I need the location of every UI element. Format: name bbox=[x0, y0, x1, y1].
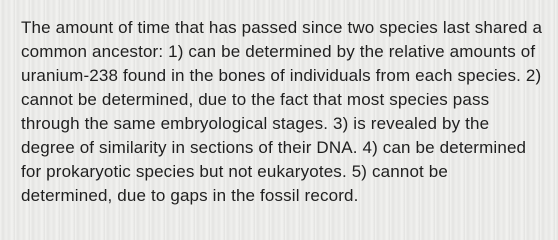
question-text: The amount of time that has passed since two species last shared a common ancestor: 1) can be determined by the relative amounts of uranium-238 found in the bones of individuals from each species. 2) cannot be determined, due to the fact that most species pass through the same embryological stages. 3) is revealed by the degree of similarity in sections of their DNA. 4) can be determined for prokaryotic species but not eukaryotes. 5) cannot be determined, due to gaps in the fossil record. bbox=[21, 18, 543, 205]
